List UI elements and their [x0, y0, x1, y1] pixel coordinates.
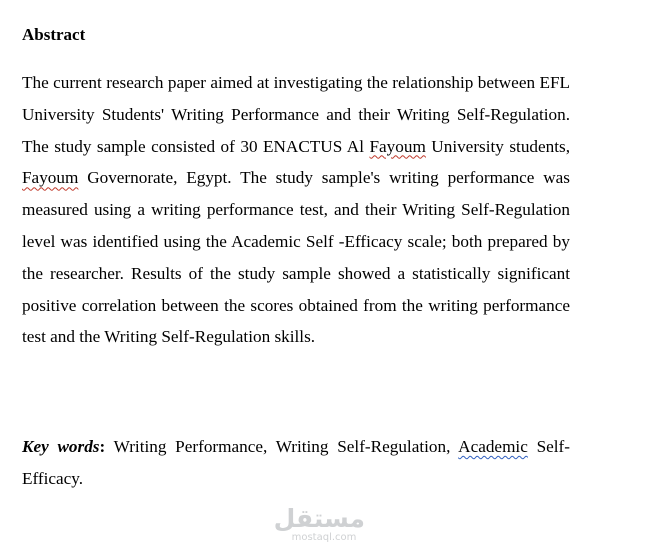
watermark-domain-text: mostaql.com — [291, 532, 357, 543]
abstract-text-part-1: The current research paper aimed at investigating the relationship between EFL University Students' Writing Performance and their Writing Self-Regulation. The study sample consisted of 30 ENACTUS Al — [22, 73, 570, 156]
keywords-label: Key words — [22, 437, 100, 456]
misspelled-word-fayoum[interactable]: Fayoum — [369, 136, 426, 156]
abstract-heading: Abstract — [22, 25, 86, 44]
misspelled-word-fayoum[interactable]: Fayoum — [22, 168, 79, 188]
keywords-colon: : — [99, 437, 106, 456]
flagged-word-academic[interactable]: Academic — [458, 437, 528, 456]
keywords-paragraph — [22, 431, 570, 495]
watermark-arabic-text: مستقل — [273, 504, 365, 533]
abstract-text-part-2: University students, — [425, 136, 570, 156]
abstract-paragraph — [22, 67, 570, 353]
keywords-text: Writing Performance, Writing Self-Regulation, — [105, 437, 459, 456]
watermark-logo — [273, 504, 365, 544]
abstract-text-part-3: Governorate, Egypt. The study sample's writing performance was measured using a writing performance test, and their Writing Self-Regulation level was identified using the Academic Self -Efficacy scale; both prepared by the researcher. Results of the study sample showed a statistically significant positive correlation between the scores obtained from the writing performance test and the Writing Self-Regulation skills. — [22, 168, 570, 347]
keywords-text-end: Self-Efficacy. — [22, 437, 570, 488]
